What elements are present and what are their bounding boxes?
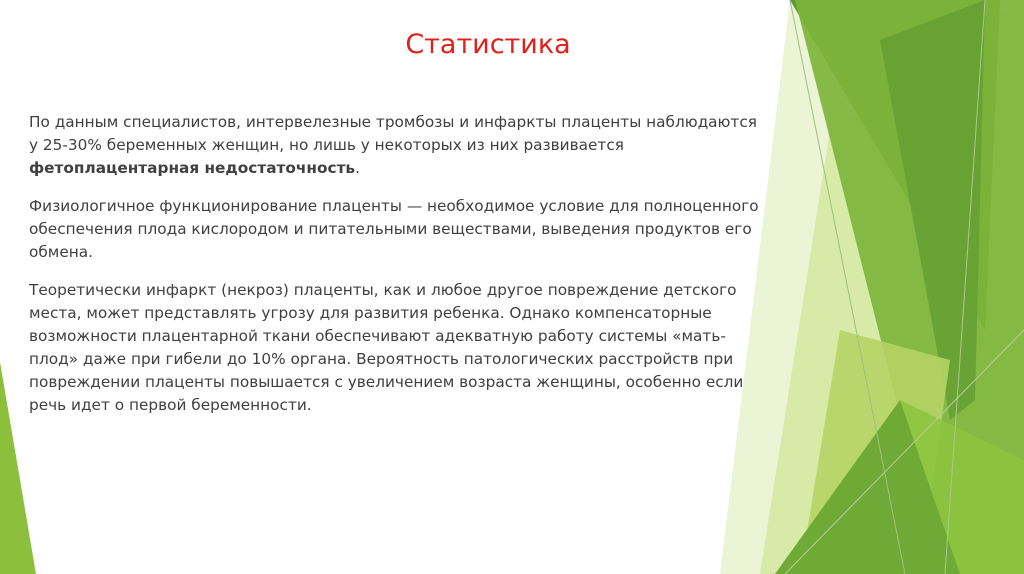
slide-title: Статистика bbox=[405, 29, 571, 60]
paragraph-1-text: По данным специалистов, интервелезные тромбозы и инфаркты плаценты наблюдаются у 25-30% беременных женщин, но лишь у некоторых из них развивается bbox=[29, 113, 757, 154]
paragraph-1-bold-term: фетоплацентарная недостаточность bbox=[29, 159, 356, 177]
paragraph-1-end: . bbox=[355, 159, 360, 177]
paragraph-3: Теоретически инфаркт (некроз) плаценты, как и любое другое повреждение детского места, может представлять угрозу для развития ребенка. Однако компенсаторные возможности плацентарной ткани обеспечивают адекватную работу системы «мать-плод» даже при гибели до 10% органа. Вероятность патологических расстройств при повреждении плаценты повышается с увеличением возраста женщины, особенно если речь идет о первой беременности. bbox=[29, 281, 744, 414]
slide-body bbox=[29, 111, 764, 432]
paragraph-1 bbox=[29, 111, 764, 180]
paragraph-2: Физиологичное функционирование плаценты — необходимое условие для полноценного обеспечения плода кислородом и питательными веществами, выведения продуктов его обмена. bbox=[29, 197, 759, 261]
